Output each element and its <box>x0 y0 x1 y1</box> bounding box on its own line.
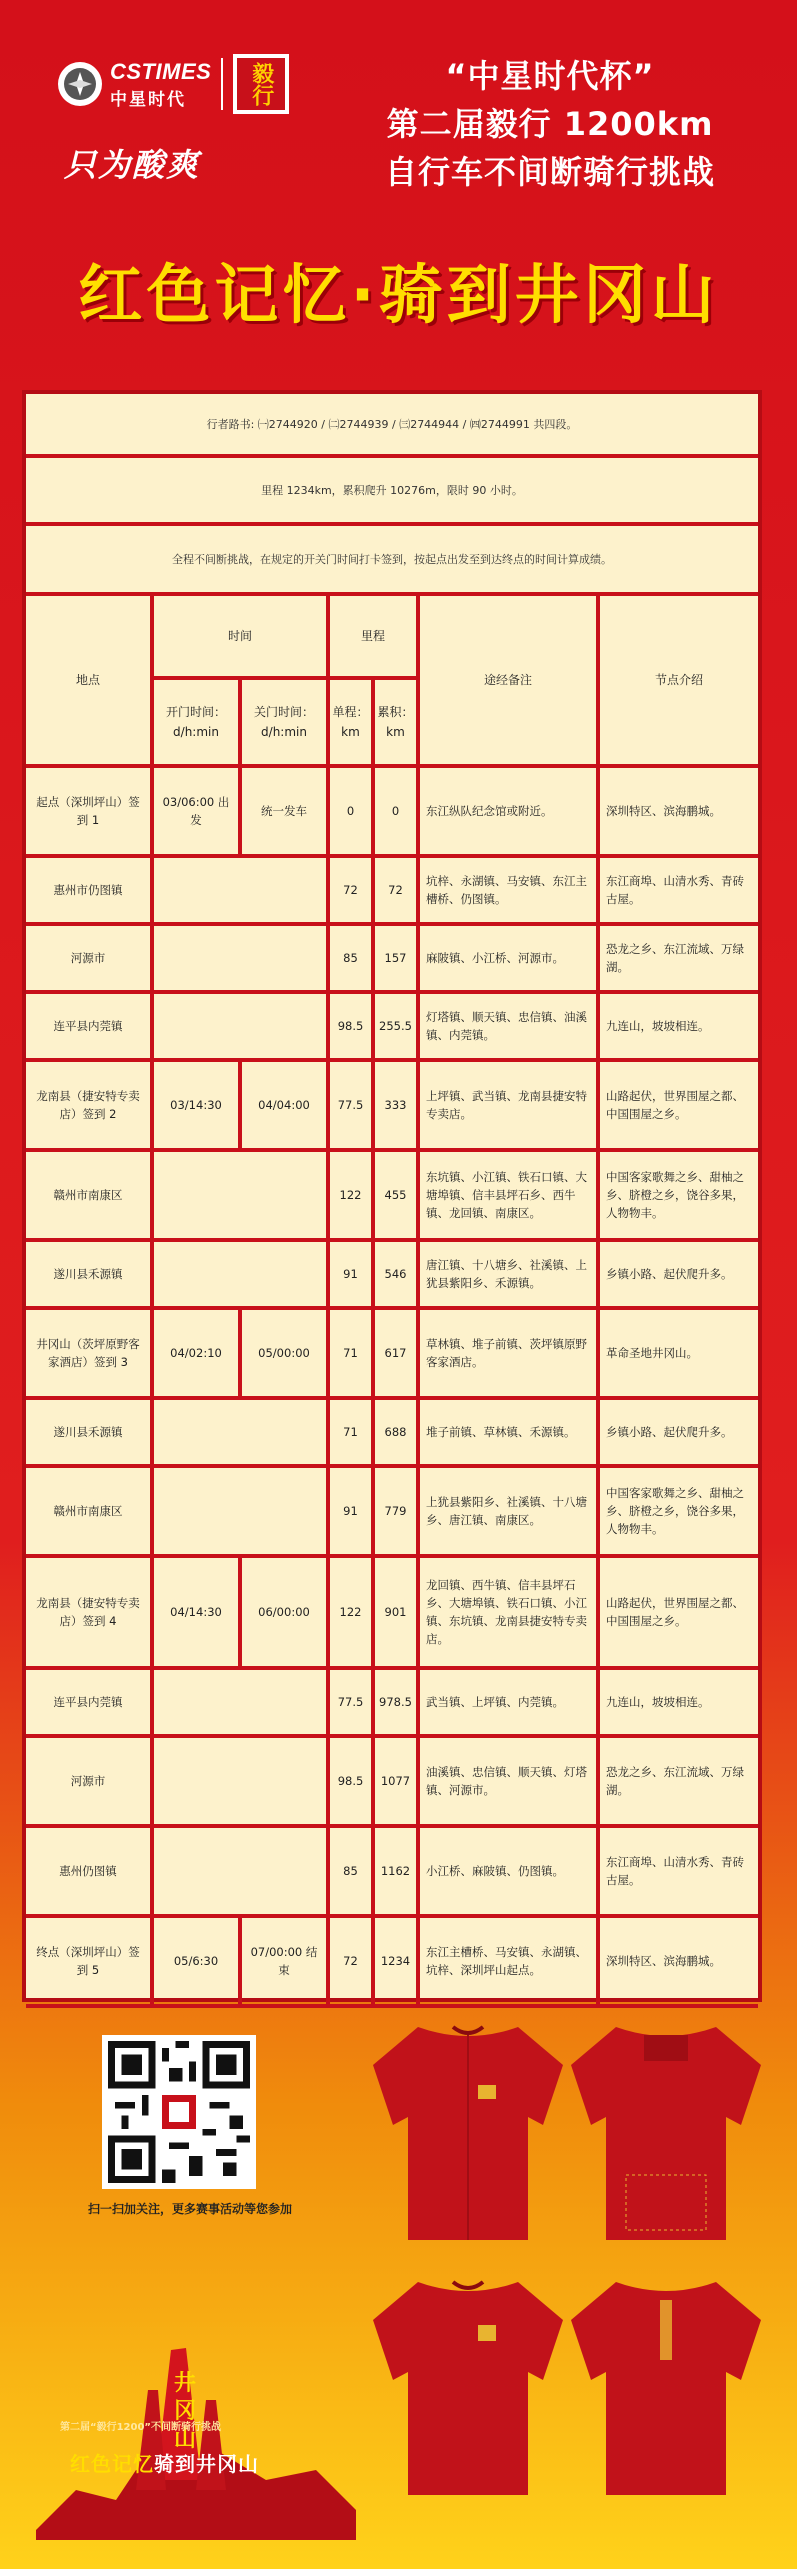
cell-intro: 九连山，坡坡相连。 <box>606 1695 710 1709</box>
cell-location: 遂川县禾源镇 <box>26 1242 154 1306</box>
cell-location: 河源市 <box>26 1738 154 1824</box>
cell-open: 04/02:10 <box>154 1310 242 1396</box>
route-table <box>22 390 762 2002</box>
books-text: 行者路书: ㈠2744920 / ㈡2744939 / ㈢2744944 / ㈣2744991 共四段。 <box>206 418 578 431</box>
table-row <box>26 1828 758 1918</box>
cell-cum: 617 <box>375 1310 420 1396</box>
title-line-3: 自行车不间断骑行挑战 <box>384 153 715 191</box>
cell-single: 77.5 <box>330 1062 375 1148</box>
qr-caption: 扫一扫加关注，更多赛事活动等您参加 <box>87 2202 292 2216</box>
cell-route: 上犹县紫阳乡、社溪镇、十八塘乡、唐江镇、南康区。 <box>420 1468 600 1554</box>
qr-code[interactable] <box>102 2035 256 2189</box>
cell-open: 04/14:30 <box>154 1558 242 1666</box>
cell-cum: 72 <box>375 858 420 922</box>
cell-single: 77.5 <box>330 1670 375 1734</box>
stats-text: 里程 1234km，累积爬升 10276m，限时 90 小时。 <box>261 484 523 497</box>
header-intro: 节点介绍 <box>654 673 703 687</box>
svg-text:井: 井 <box>174 2370 197 2396</box>
table-row <box>26 1670 758 1738</box>
header-cumulative: 累积：km <box>375 680 420 764</box>
table-row <box>26 926 758 994</box>
rules-text: 全程不间断挑战，在规定的开关门时间打卡签到，按起点出发至到达终点的时间计算成绩。 <box>172 553 612 566</box>
cell-intro: 中国客家歌舞之乡、甜柚之乡、脐橙之乡，饶谷多果，人物物丰。 <box>606 1170 744 1220</box>
cell-location: 惠州市仍图镇 <box>26 858 154 922</box>
cell-open <box>154 1242 330 1306</box>
cell-route: 麻陂镇、小江桥、河源市。 <box>420 926 600 990</box>
cell-cum: 901 <box>375 1558 420 1666</box>
header-location: 地点 <box>26 596 154 764</box>
cell-intro: 恐龙之乡、东江流域、万绿湖。 <box>606 1765 744 1797</box>
cell-close: 07/00:00 结束 <box>242 1918 330 2004</box>
cell-open <box>154 1670 330 1734</box>
cell-single: 0 <box>330 768 375 854</box>
cell-intro: 山路起伏，世界围屋之都、中国围屋之乡。 <box>606 1089 744 1121</box>
title-line-2: 第二届毅行 1200km <box>386 105 714 143</box>
cell-single: 91 <box>330 1242 375 1306</box>
cell-intro: 九连山，坡坡相连。 <box>606 1019 710 1033</box>
jinggangshan-monument-icon <box>36 2330 356 2540</box>
info-stats <box>26 458 758 526</box>
header-single: 单程：km <box>330 680 375 764</box>
svg-text:山: 山 <box>174 2426 197 2452</box>
main-title: 红色记忆·骑到井冈山 <box>78 259 719 333</box>
cell-close: 04/04:00 <box>242 1062 330 1148</box>
cell-single: 91 <box>330 1468 375 1554</box>
table-row <box>26 768 758 858</box>
cell-single: 71 <box>330 1310 375 1396</box>
cell-open: 05/6:30 <box>154 1918 242 2004</box>
cell-open <box>154 1468 330 1554</box>
brand-logo <box>58 52 298 116</box>
cell-cum: 779 <box>375 1468 420 1554</box>
cell-intro: 东江商埠、山清水秀、青砖古屋。 <box>606 1855 744 1887</box>
table-row <box>26 1468 758 1558</box>
cell-location: 赣州市南康区 <box>26 1468 154 1554</box>
cell-cum: 1234 <box>375 1918 420 2004</box>
cell-close: 统一发车 <box>242 768 330 854</box>
cell-route: 东坑镇、小江镇、铁石口镇、大塘埠镇、信丰县坪石乡、西牛镇、龙回镇、南康区。 <box>420 1152 600 1238</box>
table-row <box>26 1152 758 1242</box>
table-row <box>26 1310 758 1400</box>
jersey-front-2-icon <box>368 2270 568 2500</box>
cell-route: 油溪镇、忠信镇、顺天镇、灯塔镇、河源市。 <box>420 1738 600 1824</box>
cell-open <box>154 926 330 990</box>
cell-single: 71 <box>330 1400 375 1464</box>
monument-title-a: 红色记忆 <box>70 2452 154 2476</box>
cell-cum: 0 <box>375 768 420 854</box>
cell-intro: 恐龙之乡、东江流域、万绿湖。 <box>606 942 744 974</box>
cell-single: 98.5 <box>330 1738 375 1824</box>
cell-cum: 1077 <box>375 1738 420 1824</box>
cell-intro: 乡镇小路、起伏爬升多。 <box>606 1267 733 1281</box>
cell-open <box>154 858 330 922</box>
table-row <box>26 994 758 1062</box>
cell-single: 72 <box>330 1918 375 2004</box>
cell-cum: 688 <box>375 1400 420 1464</box>
logo-en-text: CSTIMES <box>110 58 212 84</box>
cell-route: 东江纵队纪念馆或附近。 <box>420 768 600 854</box>
cell-intro: 中国客家歌舞之乡、甜柚之乡、脐橙之乡，饶谷多果，人物物丰。 <box>606 1486 744 1536</box>
slogan: 只为酸爽 <box>64 146 201 184</box>
event-title <box>340 52 760 196</box>
header-distance: 里程 <box>330 596 420 680</box>
cell-intro: 深圳特区、滨海鹏城。 <box>606 1954 721 1968</box>
cell-route: 唐江镇、十八塘乡、社溪镇、上犹县紫阳乡、禾源镇。 <box>420 1242 600 1306</box>
monument-title-b: 骑到井冈山 <box>154 2452 259 2476</box>
cell-location: 龙南县（捷安特专卖店）签到 2 <box>26 1062 154 1148</box>
cell-single: 122 <box>330 1152 375 1238</box>
title-line-1: “中星时代杯” <box>445 57 655 95</box>
cell-cum: 455 <box>375 1152 420 1238</box>
cell-location: 连平县内莞镇 <box>26 994 154 1058</box>
table-row <box>26 1400 758 1468</box>
cell-single: 85 <box>330 1828 375 1914</box>
cell-location: 起点（深圳坪山）签到 1 <box>26 768 154 854</box>
cell-open <box>154 1400 330 1464</box>
cell-cum: 1162 <box>375 1828 420 1914</box>
cell-location: 龙南县（捷安特专卖店）签到 4 <box>26 1558 154 1666</box>
header <box>0 0 797 380</box>
monument-subtitle: 第二届“毅行1200”不间断骑行挑战 <box>60 2422 221 2433</box>
table-header <box>26 596 758 768</box>
cell-open <box>154 1828 330 1914</box>
cell-intro: 山路起伏，世界围屋之都、中国围屋之乡。 <box>606 1596 744 1628</box>
cell-route: 草林镇、堆子前镇、茨坪镇原野客家酒店。 <box>420 1310 600 1396</box>
info-books <box>26 394 758 458</box>
cell-route: 上坪镇、武当镇、龙南县捷安特专卖店。 <box>420 1062 600 1148</box>
cell-route: 小江桥、麻陂镇、仍图镇。 <box>420 1828 600 1914</box>
cell-location: 井冈山（茨坪原野客家酒店）签到 3 <box>26 1310 154 1396</box>
cell-open <box>154 1152 330 1238</box>
cell-intro: 深圳特区、滨海鹏城。 <box>606 804 721 818</box>
cell-single: 72 <box>330 858 375 922</box>
cell-close: 06/00:00 <box>242 1558 330 1666</box>
logo-divider <box>221 58 223 110</box>
info-rules <box>26 526 758 596</box>
monument-title <box>70 2448 259 2477</box>
cell-location: 终点（深圳坪山）签到 5 <box>26 1918 154 2004</box>
cell-close: 05/00:00 <box>242 1310 330 1396</box>
cell-cum: 333 <box>375 1062 420 1148</box>
jersey-back-1-icon <box>566 2015 766 2245</box>
header-open: 开门时间：d/h:min <box>154 680 242 764</box>
cell-cum: 255.5 <box>375 994 420 1058</box>
cell-single: 85 <box>330 926 375 990</box>
table-row <box>26 858 758 926</box>
table-row <box>26 1558 758 1670</box>
table-row <box>26 1062 758 1152</box>
cell-location: 遂川县禾源镇 <box>26 1400 154 1464</box>
jersey-back-2-icon <box>566 2270 766 2500</box>
cell-intro: 革命圣地井冈山。 <box>606 1346 698 1360</box>
jersey-front-1-icon <box>368 2015 568 2245</box>
cell-open: 03/06:00 出发 <box>154 768 242 854</box>
cell-intro: 乡镇小路、起伏爬升多。 <box>606 1425 733 1439</box>
cell-cum: 978.5 <box>375 1670 420 1734</box>
cell-location: 河源市 <box>26 926 154 990</box>
cell-cum: 157 <box>375 926 420 990</box>
header-route: 途经备注 <box>420 596 600 764</box>
yixing-seal <box>233 54 289 114</box>
svg-text:冈: 冈 <box>174 2398 197 2424</box>
header-time: 时间 <box>154 596 330 680</box>
table-row <box>26 1918 758 2008</box>
cell-route: 坑梓、永湖镇、马安镇、东江主槽桥、仍图镇。 <box>420 858 600 922</box>
logo-cn-text: 中星时代 <box>110 89 186 110</box>
cell-single: 122 <box>330 1558 375 1666</box>
qr-code-icon <box>108 2041 250 2183</box>
cell-open <box>154 994 330 1058</box>
cell-single: 98.5 <box>330 994 375 1058</box>
table-row <box>26 1242 758 1310</box>
cell-route: 灯塔镇、顺天镇、忠信镇、油溪镇、内莞镇。 <box>420 994 600 1058</box>
header-close: 关门时间：d/h:min <box>242 680 330 764</box>
cell-route: 武当镇、上坪镇、内莞镇。 <box>420 1670 600 1734</box>
cell-route: 东江主槽桥、马安镇、永湖镇、坑梓、深圳坪山起点。 <box>420 1918 600 2004</box>
table-row <box>26 1738 758 1828</box>
cell-intro: 东江商埠、山清水秀、青砖古屋。 <box>606 874 744 906</box>
cell-cum: 546 <box>375 1242 420 1306</box>
cell-location: 惠州仍图镇 <box>26 1828 154 1914</box>
cell-location: 连平县内莞镇 <box>26 1670 154 1734</box>
cell-location: 赣州市南康区 <box>26 1152 154 1238</box>
cell-route: 堆子前镇、草林镇、禾源镇。 <box>420 1400 600 1464</box>
seal-text: 毅行 <box>237 58 285 110</box>
cell-open: 03/14:30 <box>154 1062 242 1148</box>
cell-route: 龙回镇、西牛镇、信丰县坪石乡、大塘埠镇、铁石口镇、小江镇、东坑镇、龙南县捷安特专卖店。 <box>420 1558 600 1666</box>
cstimes-logo-icon <box>58 62 102 106</box>
cell-open <box>154 1738 330 1824</box>
